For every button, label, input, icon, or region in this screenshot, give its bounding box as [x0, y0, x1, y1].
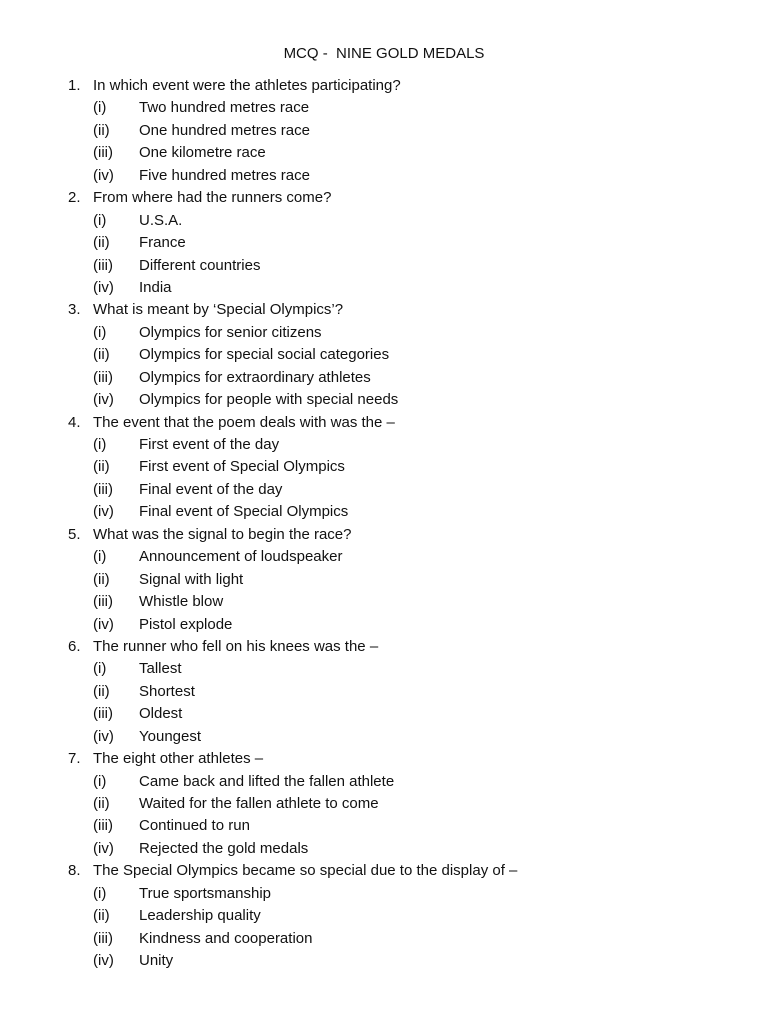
option-text: U.S.A.: [139, 211, 183, 229]
option-item: [0, 591, 768, 613]
option-item: [0, 726, 768, 748]
option-item: [0, 681, 768, 703]
option-text: Youngest: [139, 727, 202, 745]
option-item: [0, 344, 768, 366]
option-text: First event of the day: [139, 436, 280, 453]
option-item: [0, 501, 768, 523]
question-text: The eight other athletes –: [93, 750, 264, 768]
option-item: [0, 883, 768, 905]
option-text: Kindness and cooperation: [139, 929, 313, 947]
option-item: [0, 97, 768, 119]
option-text: Olympics for extraordinary athletes: [139, 368, 371, 386]
question-3: [0, 299, 768, 321]
option-item: [0, 569, 768, 591]
option-text: Rejected the gold medals: [139, 839, 309, 857]
question-8: [0, 860, 768, 882]
question-text: The runner who fell on his knees was the –: [93, 637, 379, 655]
option-text: True sportsmanship: [139, 884, 271, 902]
option-label: (ii): [93, 121, 110, 139]
option-item: [0, 120, 768, 142]
option-item: [0, 165, 768, 187]
option-label: (i): [93, 323, 107, 341]
option-label: (ii): [93, 907, 110, 925]
question-1: [0, 75, 768, 97]
option-label: (iii): [93, 593, 113, 611]
question-5: [0, 524, 768, 546]
option-text: Came back and lifted the fallen athlete: [139, 772, 395, 790]
option-label: (iv): [93, 166, 114, 184]
option-text: Olympics for special social categories: [139, 346, 390, 364]
option-text: Two hundred metres race: [139, 99, 310, 117]
option-text: Announcement of loudspeaker: [139, 548, 343, 566]
option-label: (i): [93, 99, 107, 117]
question-number: 7.: [68, 750, 81, 768]
option-label: (i): [93, 772, 107, 790]
option-text: India: [139, 278, 172, 296]
option-text: Final event of the day: [139, 480, 283, 498]
question-number: 8.: [68, 862, 81, 880]
question-4: [0, 412, 768, 434]
option-label: (iv): [93, 839, 114, 857]
option-text: Signal with light: [139, 570, 244, 588]
option-text: Waited for the fallen athlete to come: [139, 795, 379, 812]
question-text: The Special Olympics became so special due to the display of –: [93, 862, 518, 880]
option-item: [0, 255, 768, 277]
option-item: [0, 838, 768, 860]
option-label: (ii): [93, 458, 110, 476]
option-label: (i): [93, 211, 107, 229]
option-label: (iv): [93, 503, 114, 521]
option-label: (i): [93, 660, 107, 678]
option-label: (iv): [93, 952, 114, 970]
option-text: Final event of Special Olympics: [139, 503, 349, 521]
question-2: [0, 187, 768, 209]
option-item: [0, 546, 768, 568]
option-text: Five hundred metres race: [139, 166, 310, 184]
option-label: (iii): [93, 368, 113, 386]
option-item: [0, 793, 768, 815]
option-text: Shortest: [139, 682, 195, 700]
option-item: [0, 658, 768, 680]
question-6: [0, 636, 768, 658]
option-label: (iv): [93, 727, 114, 745]
option-label: (ii): [93, 346, 110, 364]
option-item: [0, 905, 768, 927]
question-number: 6.: [68, 637, 81, 655]
option-label: (iv): [93, 278, 114, 296]
option-item: [0, 815, 768, 837]
option-item: [0, 928, 768, 950]
option-text: Oldest: [139, 705, 183, 723]
option-item: [0, 367, 768, 389]
question-number: 5.: [68, 525, 81, 543]
option-text: France: [139, 234, 186, 252]
option-text: Pistol explode: [139, 615, 233, 633]
option-text: Leadership quality: [139, 907, 261, 925]
option-text: Tallest: [139, 660, 182, 678]
option-item: [0, 389, 768, 411]
question-text: What was the signal to begin the race?: [93, 525, 352, 543]
option-label: (ii): [93, 570, 110, 588]
option-item: [0, 232, 768, 254]
option-item: [0, 434, 768, 456]
option-text: First event of Special Olympics: [139, 458, 345, 476]
question-number: 3.: [68, 301, 81, 319]
option-label: (i): [93, 884, 107, 902]
option-label: (iii): [93, 480, 113, 498]
option-label: (iv): [93, 615, 114, 633]
option-item: [0, 456, 768, 478]
option-label: (iii): [93, 817, 113, 835]
option-item: [0, 771, 768, 793]
option-item: [0, 322, 768, 344]
option-item: [0, 614, 768, 636]
option-text: Olympics for senior citizens: [139, 323, 322, 341]
question-7: [0, 748, 768, 770]
option-item: [0, 479, 768, 501]
option-item: [0, 703, 768, 725]
question-text: What is meant by ‘Special Olympics’?: [93, 301, 344, 319]
option-text: Continued to run: [139, 817, 250, 835]
option-label: (iii): [93, 256, 113, 274]
option-item: [0, 950, 768, 972]
question-text: The event that the poem deals with was the –: [93, 413, 395, 431]
option-text: Olympics for people with special needs: [139, 391, 399, 409]
option-label: (iii): [93, 705, 113, 723]
option-text: Unity: [139, 952, 174, 970]
option-text: One kilometre race: [139, 144, 266, 162]
option-label: (i): [93, 436, 107, 453]
option-label: (ii): [93, 682, 110, 700]
option-label: (ii): [93, 234, 110, 252]
option-label: (i): [93, 548, 107, 566]
option-item: [0, 210, 768, 232]
option-label: (iii): [93, 929, 113, 947]
page-title: MCQ - NINE GOLD MEDALS: [283, 45, 485, 62]
option-label: (iv): [93, 391, 114, 409]
question-number: 1.: [68, 77, 81, 94]
option-text: One hundred metres race: [139, 121, 310, 139]
question-list: [0, 75, 768, 973]
option-item: [0, 277, 768, 299]
option-label: (ii): [93, 795, 110, 812]
option-label: (iii): [93, 144, 113, 162]
question-number: 2.: [68, 189, 81, 207]
question-text: In which event were the athletes participating?: [93, 77, 401, 94]
option-item: [0, 142, 768, 164]
question-number: 4.: [68, 413, 81, 431]
option-text: Different countries: [139, 256, 261, 274]
option-text: Whistle blow: [139, 593, 224, 611]
question-text: From where had the runners come?: [93, 189, 332, 207]
